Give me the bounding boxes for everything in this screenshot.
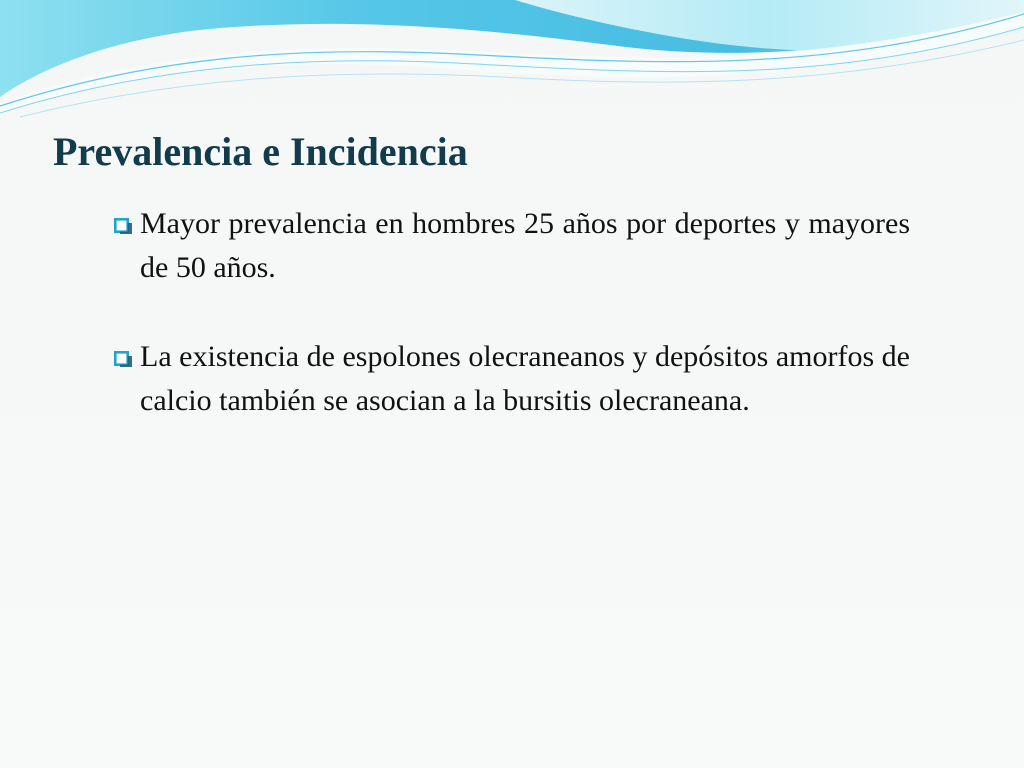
slide-title: Prevalencia e Incidencia bbox=[53, 129, 468, 174]
bullet-list bbox=[112, 202, 910, 423]
checkbox-square-icon bbox=[112, 335, 140, 379]
bullet-item-prevalence bbox=[112, 202, 910, 290]
bullet-text-prevalence: Mayor prevalencia en hombres 25 años por deportes y mayores de 50 años. bbox=[140, 207, 910, 284]
checkbox-square-icon bbox=[112, 202, 140, 246]
bullet-text-calcium-deposits: La existencia de espolones olecraneanos y depósitos amorfos de calcio también se asocian a la bursitis olecraneana. bbox=[140, 340, 910, 417]
bullet-item-calcium-deposits bbox=[112, 335, 910, 423]
teal-wave-header bbox=[0, 0, 1024, 130]
